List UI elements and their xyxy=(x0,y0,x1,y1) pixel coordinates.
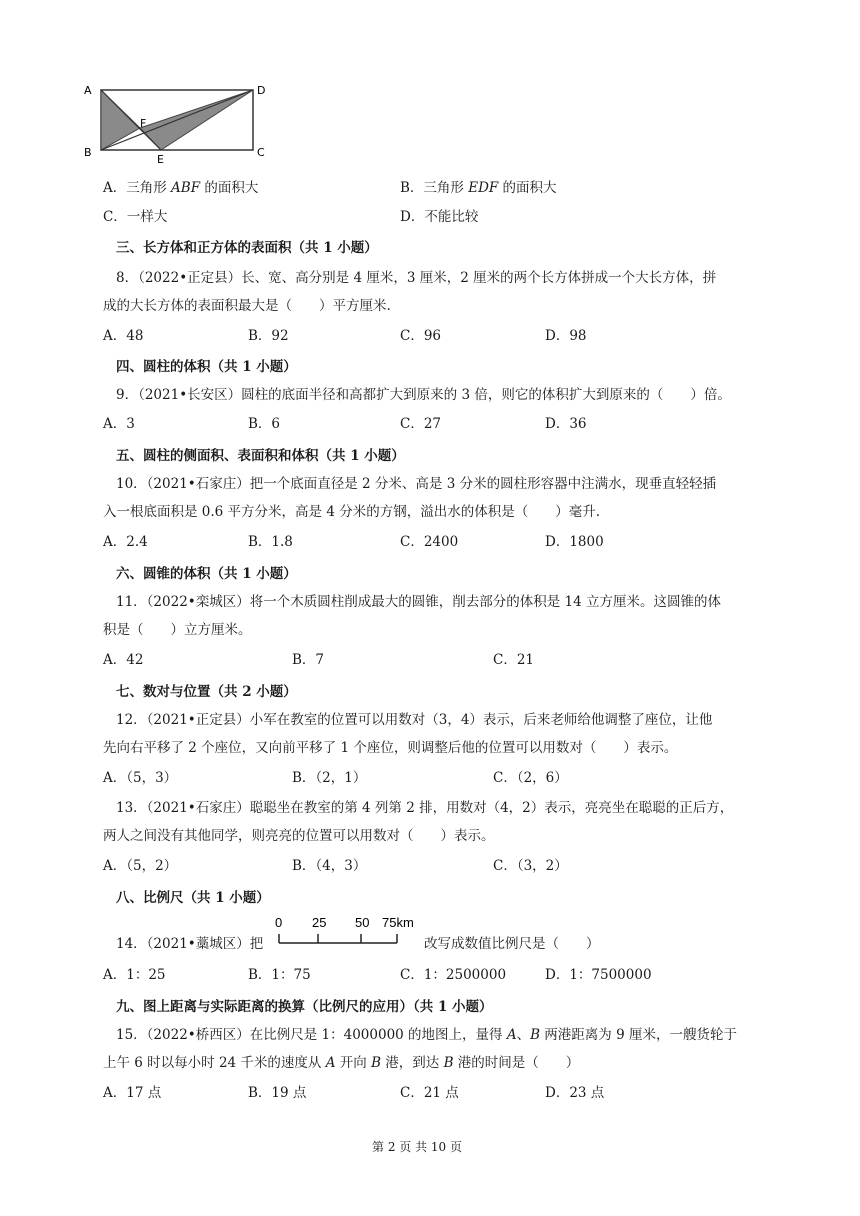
triangle-edf xyxy=(140,90,253,150)
section-heading-4: 四、圆柱的体积（共 1 小题） xyxy=(116,359,297,375)
section-heading-6: 六、圆锥的体积（共 1 小题） xyxy=(116,566,297,582)
q7-option-b: B．三角形 EDF 的面积大 xyxy=(400,180,557,196)
q14-prefix: 14．（2021•藁城区）把 xyxy=(116,936,264,952)
section-heading-7: 七、数对与位置（共 2 小题） xyxy=(116,684,297,700)
scale-tick-0: 0 xyxy=(275,915,283,930)
scale-tick-25: 25 xyxy=(312,915,327,930)
q10-line-1: 10．（2021•石家庄）把一个底面直径是 2 分米、高是 3 分米的圆柱形容器中注满水，现垂直轻轻插 xyxy=(116,476,717,492)
q13-option-b: B．（4，3） xyxy=(292,858,367,874)
q7-option-a: A．三角形 ABF 的面积大 xyxy=(103,180,259,196)
section-heading-5: 五、圆柱的侧面积、表面积和体积（共 1 小题） xyxy=(116,448,405,464)
label-f: F xyxy=(140,117,147,130)
line-scale-bar xyxy=(270,914,414,956)
q10-option-c: C．2400 xyxy=(400,534,459,550)
section-heading-9: 九、图上距离与实际距离的换算（比例尺的应用）（共 1 小题） xyxy=(116,999,493,1015)
rectangle-triangle-figure xyxy=(78,80,278,166)
q8-option-a: A．48 xyxy=(103,328,144,344)
triangle-abf xyxy=(101,90,140,150)
q11-option-a: A．42 xyxy=(103,652,144,668)
q15-option-a: A．17 点 xyxy=(103,1085,162,1101)
q15-line-1: 15．（2022•桥西区）在比例尺是 1：4000000 的地图上，量得 A、B 两港距离为 9 厘米，一艘货轮于 xyxy=(116,1027,737,1043)
q15-option-d: D．23 点 xyxy=(545,1085,605,1101)
q11-line-1: 11．（2022•栾城区）将一个木质圆柱削成最大的圆锥，削去部分的体积是 14 立方厘米。这圆锥的体 xyxy=(116,594,722,610)
q7-option-d: D．不能比较 xyxy=(400,209,479,225)
q14-option-a: A．1：25 xyxy=(103,967,166,983)
q12-line-2: 先向右平移了 2 个座位，又向前平移了 1 个座位，则调整后他的位置可以用数对（ ）表示。 xyxy=(103,740,678,756)
q12-option-c: C．（2，6） xyxy=(493,770,568,786)
q7-option-c: C．一样大 xyxy=(103,209,168,225)
q14-option-d: D．1：7500000 xyxy=(545,967,652,983)
q12-option-b: B．（2，1） xyxy=(292,770,367,786)
q15-option-c: C．21 点 xyxy=(400,1085,459,1101)
q14-option-b: B．1：75 xyxy=(248,967,311,983)
q9-line-1: 9．（2021•长安区）圆柱的底面半径和高都扩大到原来的 3 倍，则它的体积扩大到原来的（ ）倍。 xyxy=(116,387,731,403)
q9-option-b: B．6 xyxy=(248,416,281,432)
q14-suffix: 改写成数值比例尺是（ ） xyxy=(424,936,600,952)
q8-option-c: C．96 xyxy=(400,328,442,344)
q10-option-b: B．1.8 xyxy=(248,534,293,550)
q10-line-2: 入一根底面积是 0.6 平方分米，高是 4 分米的方钢，溢出水的体积是（ ）毫升. xyxy=(103,504,601,520)
q12-option-a: A．（5，3） xyxy=(103,770,178,786)
section-heading-8: 八、比例尺（共 1 小题） xyxy=(116,890,270,906)
q8-option-d: D．98 xyxy=(545,328,587,344)
scale-tick-75km: 75km xyxy=(382,915,414,930)
q11-option-c: C．21 xyxy=(493,652,535,668)
q15-line-2: 上午 6 时以每小时 24 千米的速度从 A 开向 B 港，到达 B 港的时间是（ ） xyxy=(103,1055,580,1071)
q13-option-a: A．（5，2） xyxy=(103,858,178,874)
q11-option-b: B．7 xyxy=(292,652,325,668)
q12-line-1: 12．（2021•正定县）小军在教室的位置可以用数对（3，4）表示，后来老师给他调整了座位，让他 xyxy=(116,712,713,728)
q15-option-b: B．19 点 xyxy=(248,1085,307,1101)
label-a: A xyxy=(84,84,92,97)
label-e: E xyxy=(157,153,164,166)
q14-option-c: C．1：2500000 xyxy=(400,967,507,983)
q9-option-a: A．3 xyxy=(103,416,135,432)
q13-line-1: 13．（2021•石家庄）聪聪坐在教室的第 4 列第 2 排，用数对（4，2）表示，亮亮坐在聪聪的正后方， xyxy=(116,800,734,816)
q8-option-b: B．92 xyxy=(248,328,289,344)
scale-tick-50: 50 xyxy=(355,915,370,930)
q8-line-1: 8．（2022•正定县）长、宽、高分别是 4 厘米，3 厘米，2 厘米的两个长方体拼成一个大长方体，拼 xyxy=(116,270,717,286)
q13-option-c: C．（3，2） xyxy=(493,858,568,874)
q10-option-d: D．1800 xyxy=(545,534,604,550)
q9-option-c: C．27 xyxy=(400,416,442,432)
label-b: B xyxy=(84,146,92,159)
page-footer: 第 2 页 共 10 页 xyxy=(372,1140,462,1154)
q10-option-a: A．2.4 xyxy=(103,534,148,550)
q9-option-d: D．36 xyxy=(545,416,587,432)
q13-line-2: 两人之间没有其他同学，则亮亮的位置可以用数对（ ）表示。 xyxy=(103,828,495,844)
q8-line-2: 成的大长方体的表面积最大是（ ）平方厘米. xyxy=(103,298,391,314)
label-c: C xyxy=(257,146,265,159)
q11-line-2: 积是（ ）立方厘米。 xyxy=(103,622,252,638)
label-d: D xyxy=(257,84,266,97)
section-heading-3: 三、长方体和正方体的表面积（共 1 小题） xyxy=(116,240,378,256)
